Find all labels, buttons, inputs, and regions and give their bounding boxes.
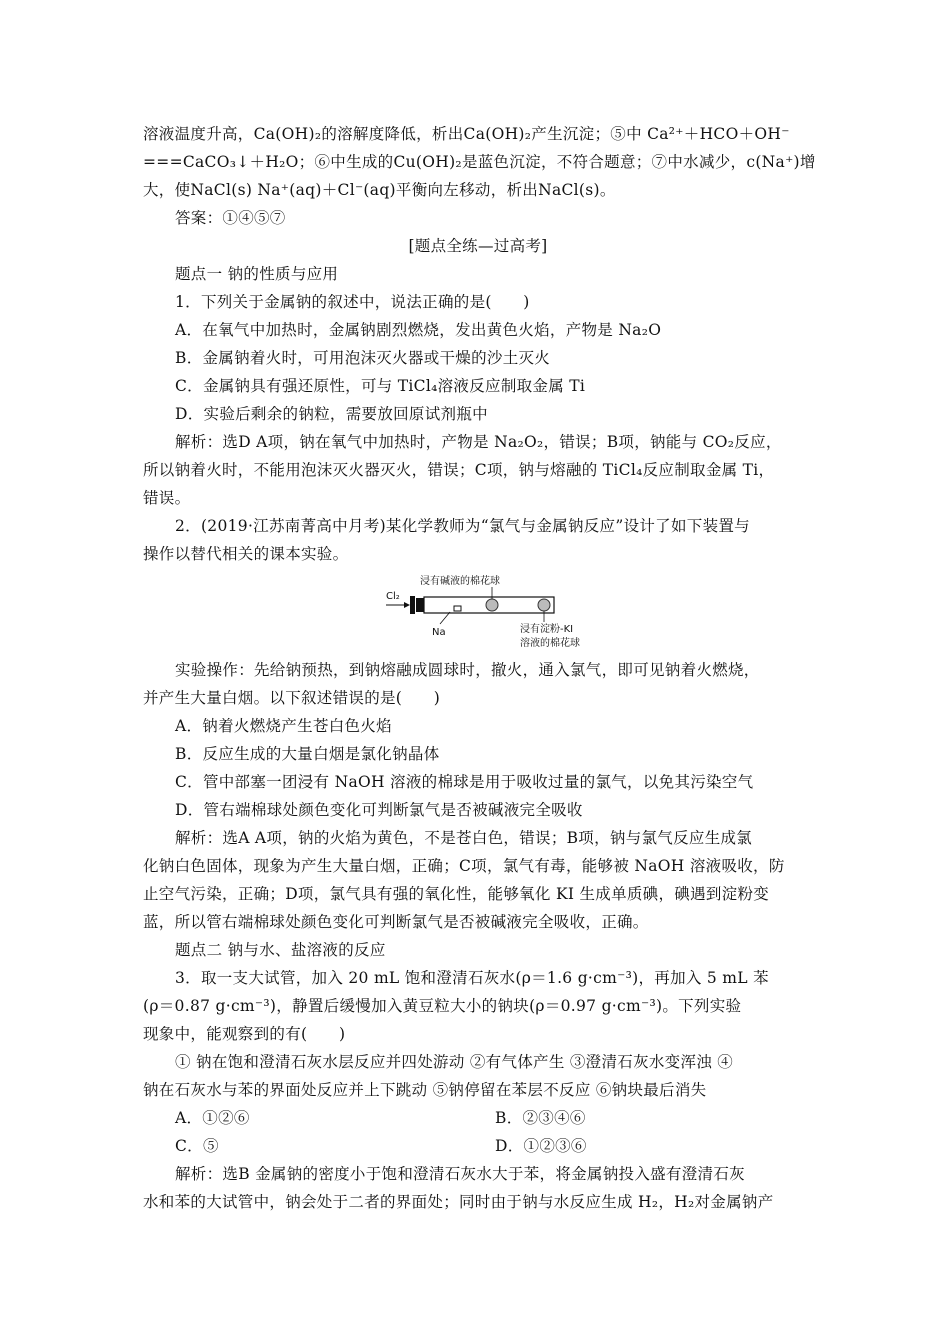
experiment-text: 实验操作：先给钠预热，到钠熔融成圆球时，撤火，通入氯气，即可见钠着火燃烧，: [175, 661, 760, 679]
explanation-line: 解析：选A A项，钠的火焰为黄色，不是苍白色，错误；B项，钠与氯气反应生成氯: [175, 829, 753, 847]
question-2: 2．(2019·江苏南菁高中月考)某化学教师为“氯气与金属钠反应”设计了如下装置与: [175, 517, 750, 535]
figure-label-bottom2: 溶液的棉花球: [520, 638, 580, 649]
question-2-cont: 操作以替代相关的课本实验。: [143, 545, 349, 563]
option-b: B．②③④⑥: [495, 1109, 586, 1127]
question-3: 3．取一支大试管，加入 20 mL 饱和澄清石灰水(ρ＝1.6 g·cm⁻³)，再加入 5 mL 苯: [175, 969, 769, 987]
option-c: C．管中部塞一团浸有 NaOH 溶液的棉球是用于吸收过量的氯气，以免其污染空气: [175, 773, 754, 791]
explanation-line: 错误。: [143, 489, 191, 507]
section-heading: [题点全练—过高考]: [408, 237, 548, 255]
explanation-line: 止空气污染，正确；D项，氯气具有强的氧化性，能够氧化 KI 生成单质碘，碘遇到淀粉变: [143, 885, 770, 903]
option-c: C．⑤: [175, 1137, 219, 1155]
option-b: B．反应生成的大量白烟是氯化钠晶体: [175, 745, 440, 763]
figure-label-na: Na: [432, 627, 446, 638]
apparatus-figure: [380, 572, 620, 652]
question-1: 1．下列关于金属钠的叙述中，说法正确的是( ): [175, 293, 530, 311]
option-d: D．实验后剩余的钠粒，需要放回原试剂瓶中: [175, 405, 488, 423]
cotton-ball-ki: [538, 599, 550, 611]
option-c: C．金属钠具有强还原性，可与 TiCl₄溶液反应制取金属 Ti: [175, 377, 586, 395]
option-a: A．在氧气中加热时，金属钠剧烈燃烧，发出黄色火焰，产物是 Na₂O: [175, 321, 662, 339]
phenomena-list: 钠在石灰水与苯的界面处反应并上下跳动 ⑤钠停留在苯层不反应 ⑥钠块最后消失: [143, 1081, 707, 1099]
option-b: B．金属钠着火时，可用泡沫灭火器或干燥的沙土灭火: [175, 349, 551, 367]
question-3-cont: 现象中，能观察到的有( ): [143, 1025, 346, 1043]
explanation-line: 解析：选B 金属钠的密度小于饱和澄清石灰水大于苯，将金属钠投入盛有澄清石灰: [175, 1165, 745, 1183]
explanation-line: 蓝，所以管右端棉球处颜色变化可判断氯气是否被碱液完全吸收，正确。: [143, 913, 649, 931]
text-line: 溶液温度升高，Ca(OH)₂的溶解度降低，析出Ca(OH)₂产生沉淀；⑤中 Ca²⁺＋HCO＋OH⁻: [143, 125, 790, 143]
phenomena-list: ① 钠在饱和澄清石灰水层反应并四处游动 ②有气体产生 ③澄清石灰水变浑浊 ④: [175, 1053, 734, 1071]
topic-heading: 题点一 钠的性质与应用: [175, 265, 339, 283]
figure-label-cl2: Cl₂: [386, 591, 400, 602]
sodium-piece: [454, 606, 461, 611]
experiment-text: 并产生大量白烟。以下叙述错误的是( ): [143, 689, 441, 707]
stopper-plug: [416, 598, 424, 612]
text-line: ===CaCO₃↓＋H₂O；⑥中生成的Cu(OH)₂是蓝色沉淀，不符合题意；⑦中水减少，c(Na⁺)增: [143, 153, 816, 171]
option-d: D．①②③⑥: [495, 1137, 587, 1155]
explanation-line: 所以钠着火时，不能用泡沫灭火器灭火，错误；C项，钠与熔融的 TiCl₄反应制取金属 Ti，: [143, 461, 775, 479]
leader-line: [440, 612, 450, 624]
option-d: D．管右端棉球处颜色变化可判断氯气是否被碱液完全吸收: [175, 801, 583, 819]
topic-heading: 题点二 钠与水、盐溶液的反应: [175, 941, 386, 959]
option-row: [175, 1108, 815, 1128]
explanation-line: 解析：选D A项，钠在氧气中加热时，产物是 Na₂O₂，错误；B项，钠能与 CO₂反应，: [175, 433, 782, 451]
stopper: [410, 596, 415, 614]
option-row: [175, 1136, 815, 1156]
answer-line: 答案：①④⑤⑦: [175, 209, 286, 227]
explanation-line: 水和苯的大试管中，钠会处于二者的界面处；同时由于钠与水反应生成 H₂，H₂对金属钠产: [143, 1193, 774, 1211]
figure-label-top: 浸有碱液的棉花球: [420, 576, 500, 587]
arrow-head: [404, 602, 410, 608]
figure-label-bottom1: 浸有淀粉-KI: [520, 624, 574, 635]
option-a: A．①②⑥: [175, 1109, 250, 1127]
explanation-line: 化钠白色固体，现象为产生大量白烟，正确；C项，氯气有毒，能够被 NaOH 溶液吸收，防: [143, 857, 785, 875]
question-3-cont: (ρ＝0.87 g·cm⁻³)，静置后缓慢加入黄豆粒大小的钠块(ρ＝0.97 g·cm⁻³)。下列实验: [143, 997, 742, 1015]
cotton-ball-alkali: [486, 599, 498, 611]
text-line: 大，使NaCl(s) Na⁺(aq)＋Cl⁻(aq)平衡向左移动，析出NaCl(s)。: [143, 181, 616, 199]
option-a: A．钠着火燃烧产生苍白色火焰: [175, 717, 392, 735]
